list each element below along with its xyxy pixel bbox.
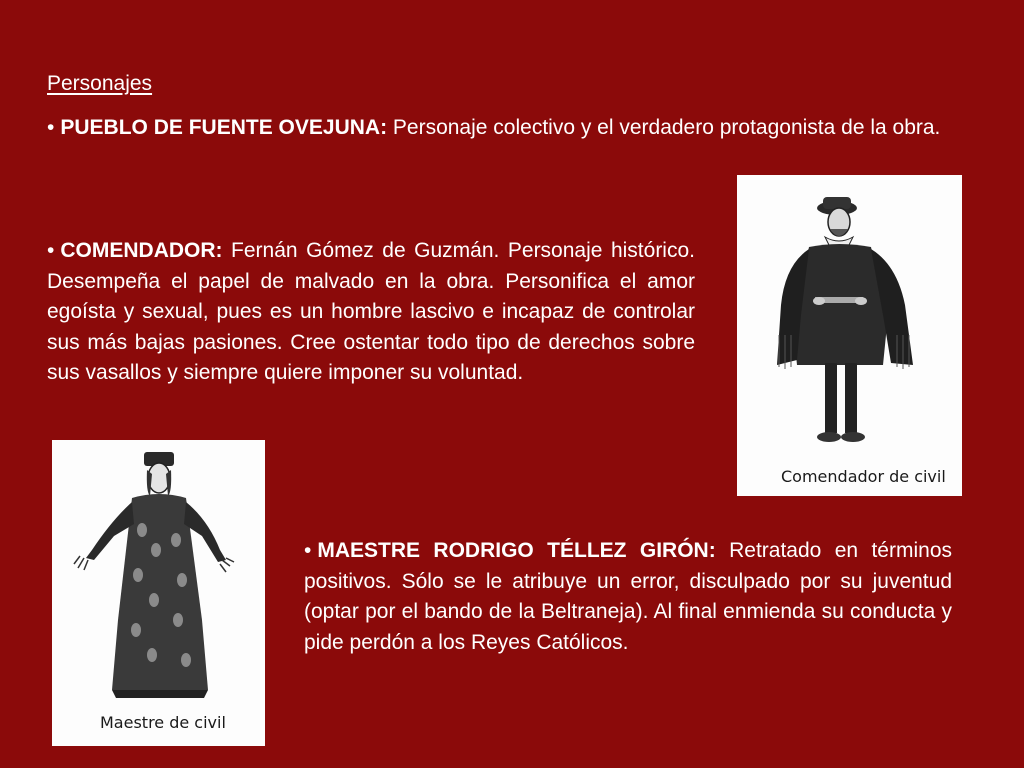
- maestre-caption: Maestre de civil: [100, 713, 226, 732]
- bullet-pueblo: •: [47, 116, 55, 139]
- maestre-figure-drawing: [52, 440, 265, 746]
- comendador-figure-drawing: [737, 175, 962, 496]
- bullet-comendador: •: [47, 239, 55, 262]
- section-comendador-label: COMENDADOR:: [60, 239, 223, 262]
- section-maestre: [304, 536, 952, 658]
- comendador-illustration: [737, 175, 962, 496]
- section-comendador-text: Fernán Gómez de Guzmán. Personaje histórico. Desempeña el papel de malvado en la obra. Personifica el amor egoísta y sexual, pues es un hombre lascivo e incapaz de controlar sus más bajas pasiones. Cree ostentar todo tipo de derechos sobre sus vasallos y siempre quiere imponer su voluntad.: [47, 239, 695, 384]
- section-maestre-text: Retratado en términos positivos. Sólo se le atribuye un error, disculpado por su juventud (optar por el bando de la Beltraneja). Al final enmienda su conducta y pide perdón a los Reyes Católicos.: [304, 539, 952, 654]
- bullet-maestre: •: [304, 539, 312, 562]
- section-pueblo: [47, 113, 976, 144]
- section-maestre-label: MAESTRE RODRIGO TÉLLEZ GIRÓN:: [317, 539, 716, 562]
- slide-heading: Personajes: [47, 72, 153, 95]
- section-pueblo-text: Personaje colectivo y el verdadero protagonista de la obra.: [387, 116, 941, 139]
- comendador-caption: Comendador de civil: [781, 467, 946, 486]
- section-pueblo-label: PUEBLO DE FUENTE OVEJUNA:: [60, 116, 388, 139]
- section-comendador: [47, 236, 695, 389]
- maestre-illustration: [52, 440, 265, 746]
